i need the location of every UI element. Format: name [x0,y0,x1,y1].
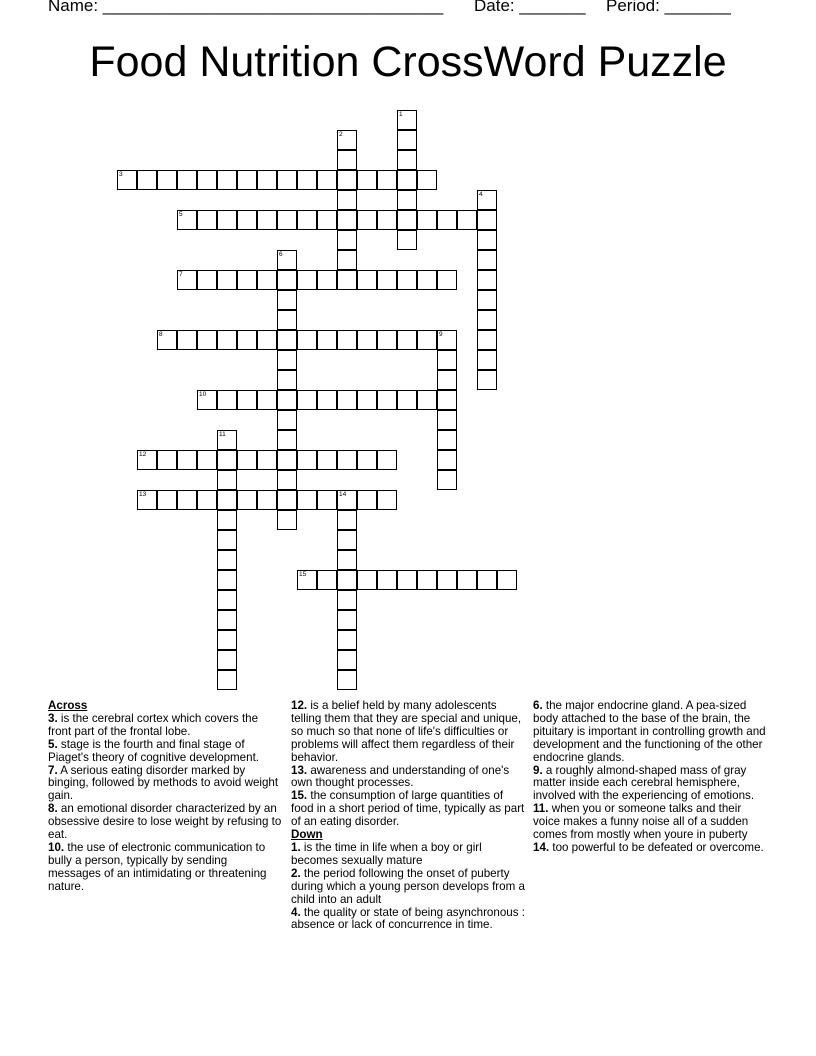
crossword-cell[interactable] [277,390,297,410]
crossword-cell[interactable] [277,490,297,510]
crossword-cell[interactable] [497,570,517,590]
crossword-cell[interactable] [197,170,217,190]
crossword-cell[interactable] [477,230,497,250]
crossword-cell[interactable] [417,330,437,350]
crossword-cell[interactable] [277,290,297,310]
crossword-cell[interactable] [457,210,477,230]
clue-down-1: 1. is the time in life when a boy or girl becomes sexually mature [291,840,482,867]
crossword-cell[interactable] [437,270,457,290]
clues-column-3 [533,700,767,855]
crossword-cell[interactable] [217,670,237,690]
crossword-cell[interactable] [217,270,237,290]
clues-column-1 [48,700,282,894]
crossword-cell[interactable] [477,570,497,590]
clue-number-10: 10 [199,391,207,398]
clue-number-8: 8 [159,331,163,338]
crossword-cell[interactable] [357,450,377,470]
crossword-cell[interactable] [337,210,357,230]
clue-down-6: 6. the major endocrine gland. A pea-sized body attached to the base of the brain, the pituitary is important in controlling growth and development and the functioning of the other endocrine glands. [533,699,766,764]
crossword-cell[interactable] [357,270,377,290]
crossword-cell[interactable] [257,390,277,410]
crossword-cell[interactable] [217,570,237,590]
crossword-cell[interactable] [337,530,357,550]
across-heading: Across [48,699,88,712]
crossword-cell[interactable] [417,270,437,290]
crossword-cell[interactable] [317,270,337,290]
crossword-cell[interactable] [217,470,237,490]
crossword-cell[interactable] [397,190,417,210]
crossword-cell[interactable] [237,490,257,510]
crossword-cell[interactable] [397,330,417,350]
crossword-cell[interactable] [437,210,457,230]
crossword-cell[interactable] [417,570,437,590]
period-field[interactable]: Period: _______ [606,0,731,15]
crossword-cell[interactable] [197,330,217,350]
crossword-cell[interactable] [197,490,217,510]
crossword-cell[interactable] [237,330,257,350]
crossword-cell[interactable] [157,170,177,190]
crossword-cell[interactable] [237,170,257,190]
crossword-cell[interactable] [337,270,357,290]
crossword-cell[interactable] [217,550,237,570]
crossword-cell[interactable] [277,450,297,470]
crossword-cell[interactable] [217,610,237,630]
crossword-cell[interactable] [217,450,237,470]
crossword-cell[interactable] [477,290,497,310]
crossword-cell[interactable] [257,330,277,350]
crossword-cell[interactable] [337,450,357,470]
crossword-cell[interactable] [277,170,297,190]
crossword-cell[interactable] [437,410,457,430]
clue-number-1: 1 [399,111,403,118]
crossword-cell[interactable] [377,490,397,510]
crossword-cell[interactable] [257,210,277,230]
crossword-cell[interactable] [297,450,317,470]
crossword-cell[interactable] [157,490,177,510]
clue-number-9: 9 [439,331,443,338]
clue-number-14: 14 [339,491,347,498]
name-field[interactable]: Name: ____________________________________ [48,0,444,15]
crossword-cell[interactable] [337,170,357,190]
crossword-cell[interactable] [257,450,277,470]
crossword-cell[interactable] [217,530,237,550]
crossword-cell[interactable] [317,170,337,190]
crossword-cell[interactable] [337,510,357,530]
crossword-cell[interactable] [397,230,417,250]
crossword-cell[interactable] [277,430,297,450]
crossword-cell[interactable] [417,390,437,410]
crossword-cell[interactable] [277,470,297,490]
crossword-cell[interactable] [377,330,397,350]
clue-across-7: 7. A serious eating disorder marked by binging, followed by methods to avoid weight gain. [48,763,279,803]
crossword-cell[interactable] [237,390,257,410]
clue-number-13: 13 [139,491,147,498]
clue-number-2: 2 [339,131,343,138]
crossword-cell[interactable] [437,570,457,590]
crossword-cell[interactable] [477,270,497,290]
crossword-cell[interactable] [477,370,497,390]
crossword-cell[interactable] [277,350,297,370]
crossword-cell[interactable] [397,130,417,150]
crossword-cell[interactable] [317,390,337,410]
crossword-cell[interactable] [297,170,317,190]
crossword-cell[interactable] [277,510,297,530]
clue-down-9: 9. a roughly almond-shaped mass of gray matter inside each cerebral hemisphere, involved with the experiencing of emotions. [533,763,755,803]
clues-column-2 [291,700,525,932]
crossword-cell[interactable] [337,390,357,410]
crossword-cell[interactable] [317,210,337,230]
crossword-cell[interactable] [297,270,317,290]
crossword-cell[interactable] [297,490,317,510]
clue-number-7: 7 [179,271,183,278]
crossword-cell[interactable] [377,210,397,230]
crossword-cell[interactable] [217,170,237,190]
crossword-cell[interactable] [337,590,357,610]
clue-number-5: 5 [179,211,183,218]
crossword-cell[interactable] [257,170,277,190]
crossword-cell[interactable] [337,570,357,590]
crossword-cell[interactable] [177,490,197,510]
crossword-cell[interactable] [397,570,417,590]
crossword-cell[interactable] [137,170,157,190]
crossword-cell[interactable] [357,330,377,350]
crossword-cell[interactable] [177,170,197,190]
crossword-cell[interactable] [457,570,477,590]
crossword-cell[interactable] [217,590,237,610]
crossword-cell[interactable] [237,210,257,230]
crossword-cell[interactable] [477,250,497,270]
clue-across-12: 12. is a belief held by many adolescents telling them that they are special and unique, so much so that none of life's difficulties or problems will affect them regardless of their behavior. [291,699,522,764]
down-heading: Down [291,828,323,842]
crossword-cell[interactable] [297,390,317,410]
crossword-cell[interactable] [217,330,237,350]
crossword-cell[interactable] [477,310,497,330]
clue-number-12: 12 [139,451,147,458]
crossword-cell[interactable] [437,430,457,450]
crossword-cell[interactable] [397,210,417,230]
crossword-cell[interactable] [437,370,457,390]
crossword-cell[interactable] [437,450,457,470]
crossword-cell[interactable] [217,490,237,510]
crossword-cell[interactable] [277,370,297,390]
crossword-cell[interactable] [317,490,337,510]
crossword-cell[interactable] [397,170,417,190]
crossword-cell[interactable] [437,390,457,410]
crossword-cell[interactable] [217,510,237,530]
crossword-cell[interactable] [377,170,397,190]
crossword-cell[interactable] [217,650,237,670]
crossword-cell[interactable] [177,450,197,470]
clue-number-4: 4 [479,191,483,198]
crossword-cell[interactable] [377,390,397,410]
crossword-cell[interactable] [357,570,377,590]
crossword-cell[interactable] [357,390,377,410]
crossword-cell[interactable] [397,150,417,170]
crossword-cell[interactable] [157,450,177,470]
crossword-cell[interactable] [357,170,377,190]
crossword-cell[interactable] [417,170,437,190]
crossword-cell[interactable] [217,630,237,650]
date-field[interactable]: Date: _______ [474,0,586,15]
crossword-cell[interactable] [337,550,357,570]
clue-number-11: 11 [219,431,226,438]
crossword-cell[interactable] [277,270,297,290]
clue-number-3: 3 [119,171,123,178]
crossword-cell[interactable] [337,150,357,170]
crossword-cell[interactable] [257,490,277,510]
puzzle-title: Food Nutrition CrossWord Puzzle [89,38,727,86]
crossword-cell[interactable] [297,330,317,350]
crossword-cell[interactable] [277,310,297,330]
clue-down-14: 14. too powerful to be defeated or overcome. [533,840,764,854]
crossword-cell[interactable] [197,270,217,290]
crossword-cell[interactable] [337,670,357,690]
crossword-cell[interactable] [317,450,337,470]
clue-across-8: 8. an emotional disorder characterized by an obsessive desire to lose weight by refusing to eat. [48,802,282,842]
clue-down-11: 11. when you or someone talks and their voice makes a funny noise all of a sudden comes from mostly when youre in puberty [533,802,749,842]
crossword-cell[interactable] [197,450,217,470]
crossword-cell[interactable] [477,210,497,230]
crossword-cell[interactable] [337,230,357,250]
clue-number-6: 6 [279,251,283,258]
crossword-cell[interactable] [437,350,457,370]
clue-across-10: 10. the use of electronic communication to bully a person, typically by sending messages of an intimidating or threatening nature. [48,840,267,893]
crossword-cell[interactable] [317,330,337,350]
crossword-cell[interactable] [477,350,497,370]
crossword-cell[interactable] [337,190,357,210]
crossword-cell[interactable] [337,250,357,270]
crossword-cell[interactable] [217,390,237,410]
clue-down-4: 4. the quality or state of being asynchronous : absence or lack of concurrence in time. [291,905,525,932]
crossword-cell[interactable] [257,270,277,290]
crossword-cell[interactable] [417,210,437,230]
crossword-cell[interactable] [337,610,357,630]
crossword-cell[interactable] [337,330,357,350]
crossword-cell[interactable] [477,330,497,350]
crossword-cell[interactable] [337,630,357,650]
crossword-cell[interactable] [437,470,457,490]
crossword-cell[interactable] [357,210,377,230]
crossword-cell[interactable] [197,210,217,230]
crossword-cell[interactable] [237,450,257,470]
crossword-cell[interactable] [277,330,297,350]
clue-across-5: 5. stage is the fourth and final stage of Piaget's theory of cognitive development. [48,737,260,764]
clue-across-15: 15. the consumption of large quantities of food in a short period of time, typically as part of an eating disorder. [291,789,525,829]
crossword-cell[interactable] [397,270,417,290]
crossword-cell[interactable] [377,270,397,290]
clue-number-15: 15 [299,571,307,578]
crossword-cell[interactable] [277,210,297,230]
crossword-cell[interactable] [377,570,397,590]
clue-down-2: 2. the period following the onset of puberty during which a young person develops from a child into an adult [291,866,525,906]
crossword-cell[interactable] [297,210,317,230]
crossword-cell[interactable] [217,210,237,230]
crossword-cell[interactable] [377,450,397,470]
crossword-cell[interactable] [277,410,297,430]
crossword-cell[interactable] [337,650,357,670]
crossword-cell[interactable] [317,570,337,590]
clue-across-13: 13. awareness and understanding of one's own thought processes. [291,763,510,790]
crossword-cell[interactable] [357,490,377,510]
crossword-cell[interactable] [237,270,257,290]
crossword-cell[interactable] [397,390,417,410]
clue-across-3: 3. is the cerebral cortex which covers the front part of the frontal lobe. [48,711,259,738]
crossword-cell[interactable] [177,330,197,350]
